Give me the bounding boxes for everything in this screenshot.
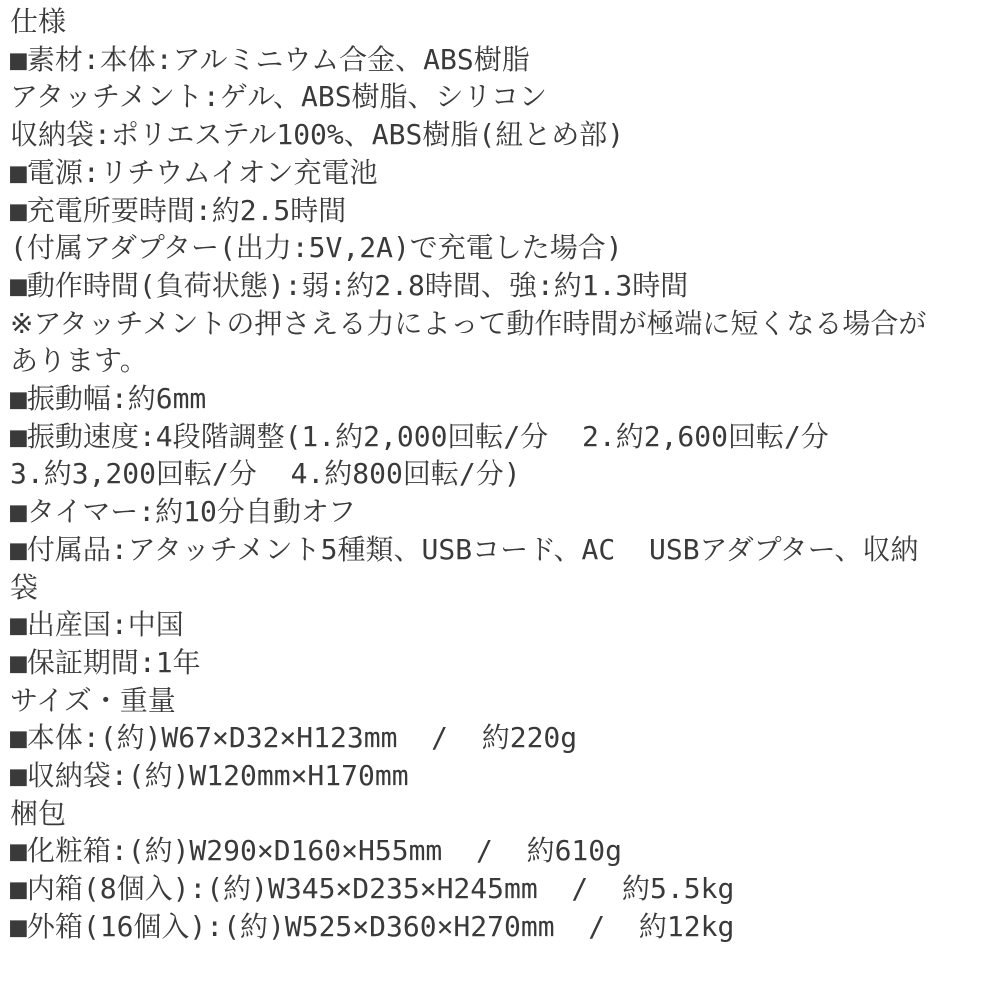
line-material-pouch: 収納袋:ポリエステル100%、ABS樹脂(紐とめ部) <box>10 118 625 152</box>
line-vibration-speed-2: 3.約3,200回転/分 4.約800回転/分) <box>10 457 521 491</box>
line-country-of-origin: ■出産国:中国 <box>10 608 184 642</box>
line-charge-time: ■充電所要時間:約2.5時間 <box>10 193 347 227</box>
section-title-size-weight: サイズ・重量 <box>10 683 176 717</box>
line-material-attachment: アタッチメント:ゲル、ABS樹脂、シリコン <box>10 80 547 114</box>
line-retail-box-size: ■化粧箱:(約)W290×D160×H55mm / 約610g <box>10 834 623 868</box>
line-operating-caution-1: ※アタッチメントの押さえる力によって動作時間が極端に短くなる場合が <box>10 306 927 340</box>
line-charge-note: (付属アダプター(出力:5V,2A)で充電した場合) <box>10 231 623 265</box>
line-accessories-1: ■付属品:アタッチメント5種類、USBコード、AC USBアダプター、収納 <box>10 532 919 566</box>
line-vibration-width: ■振動幅:約6mm <box>10 382 207 416</box>
section-title-specs: 仕様 <box>10 5 67 38</box>
line-vibration-speed-1: ■振動速度:4段階調整(1.約2,000回転/分 2.約2,600回転/分 <box>10 419 829 453</box>
line-power-source: ■電源:リチウムイオン充電池 <box>10 155 378 189</box>
line-operating-caution-2: あります。 <box>10 344 148 378</box>
line-pouch-size: ■収納袋:(約)W120mm×H170mm <box>10 759 409 793</box>
line-timer: ■タイマー:約10分自動オフ <box>10 495 357 529</box>
line-operating-time: ■動作時間(負荷状態):弱:約2.8時間、強:約1.3時間 <box>10 268 689 302</box>
line-accessories-2: 袋 <box>10 570 39 604</box>
line-inner-box-size: ■内箱(8個入):(約)W345×D235×H245mm / 約5.5kg <box>10 872 735 906</box>
section-title-packaging: 梱包 <box>10 796 67 830</box>
line-warranty-period: ■保証期間:1年 <box>10 645 201 679</box>
line-material: ■素材:本体:アルミニウム合金、ABS樹脂 <box>10 42 530 76</box>
line-body-size-weight: ■本体:(約)W67×D32×H123mm / 約220g <box>10 721 578 755</box>
line-outer-box-size: ■外箱(16個入):(約)W525×D360×H270mm / 約12kg <box>10 909 735 943</box>
